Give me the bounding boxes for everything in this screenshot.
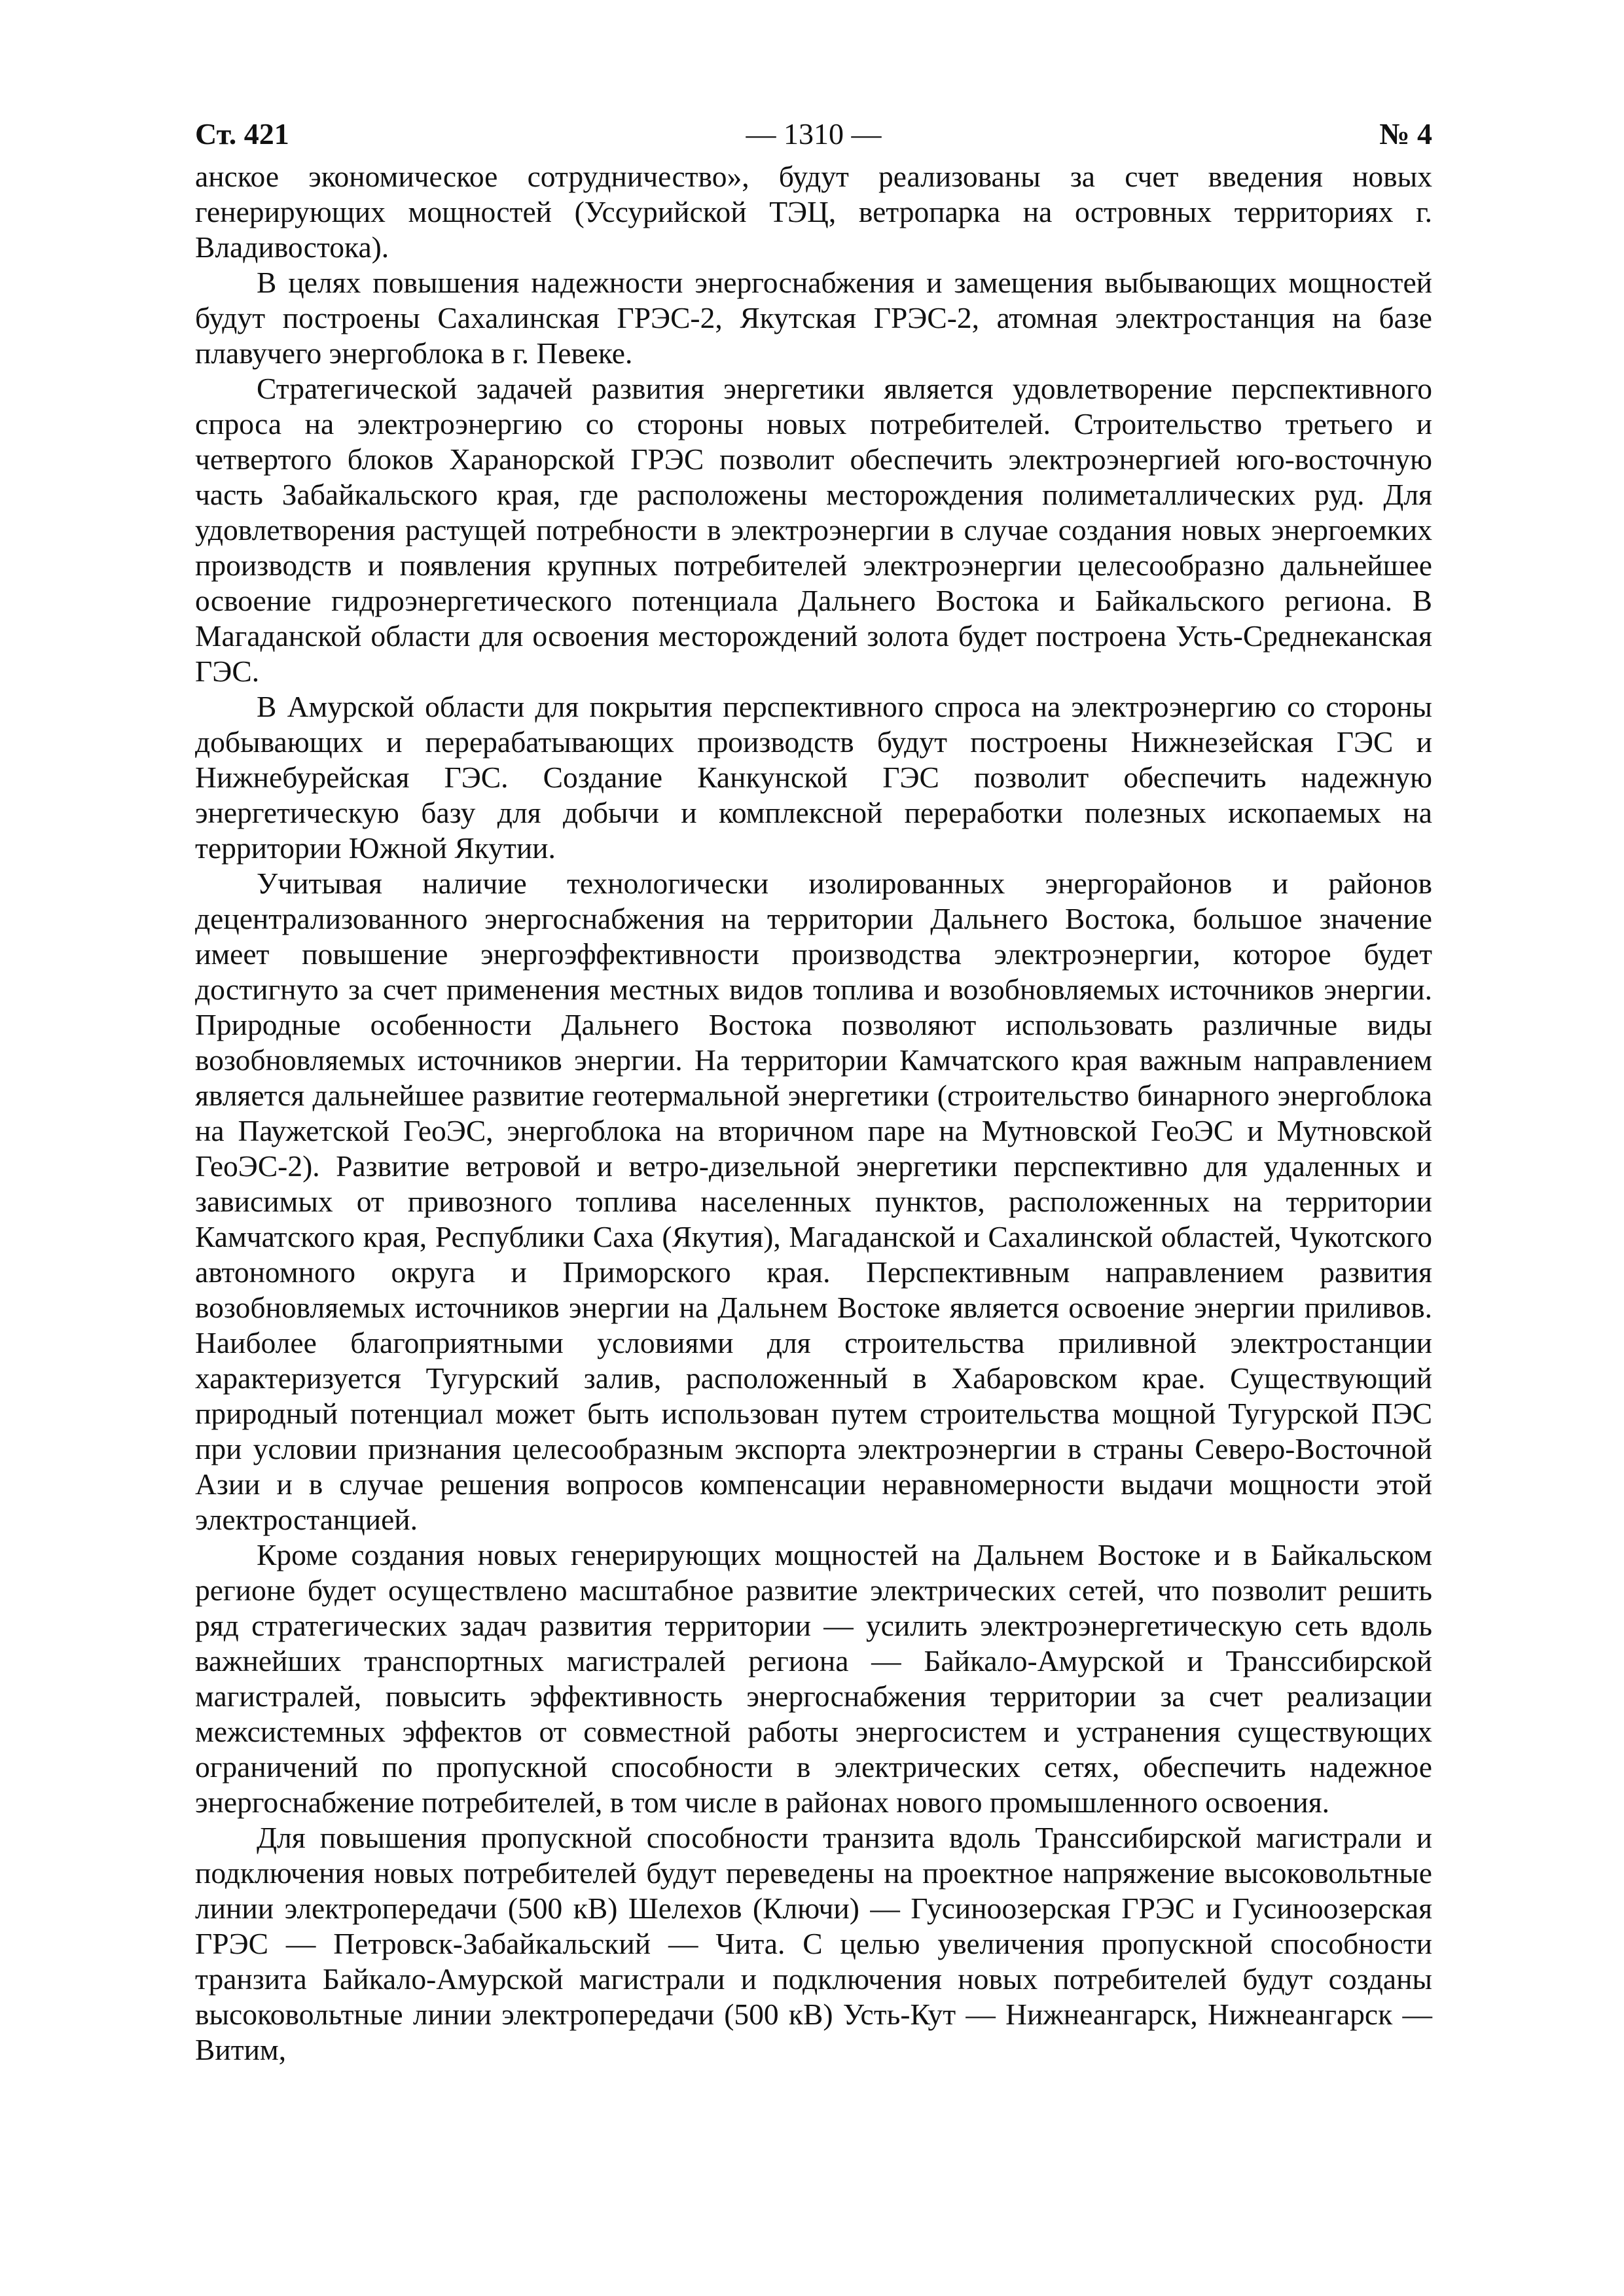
document-body (195, 159, 1432, 2068)
paragraph-continued: анское экономическое сотрудничество», будут реализованы за счет введения новых генерирующих мощностей (Уссурийской ТЭЦ, ветропарка на островных территориях г. Владивостока). (195, 160, 1432, 264)
paragraph: В Амурской области для покрытия перспективного спроса на электроэнергию со стороны добывающих и перерабатывающих производств будут построены Нижнезейская ГЭС и Нижнебурейская ГЭС. Создание Канкунской ГЭС позволит обеспечить надежную энергетическую базу для добычи и комплексной переработки полезных ископаемых на территории Южной Якутии. (195, 690, 1432, 865)
page-number: — 1310 — (746, 117, 882, 151)
paragraph: Кроме создания новых генерирующих мощностей на Дальнем Востоке и в Байкальском регионе будет осуществлено масштабное развитие электрических сетей, что позволит решить ряд стратегических задач развития территории — усилить электроэнергетическую сеть вдоль важнейших транспортных магистралей региона — Байкало-Амурской и Транссибирской магистралей, повысить эффективность энергоснабжения территории за счет реализации межсистемных эффектов от совместной работы энергосистем и устранения существующих ограничений по пропускной способности в электрических сетях, обеспечить надежное энергоснабжение потребителей, в том числе в районах нового промышленного освоения. (195, 1538, 1432, 1819)
issue-number: № 4 (1379, 117, 1432, 151)
article-number: Ст. 421 (195, 117, 289, 151)
page-header (195, 111, 1432, 157)
paragraph: Стратегической задачей развития энергетики является удовлетворение перспективного спроса на электроэнергию со стороны новых потребителей. Строительство третьего и четвертого блоков Харанорской ГРЭС позволит обеспечить электроэнергией юго-восточную часть Забайкальского края, где расположены месторождения полиметаллических руд. Для удовлетворения растущей потребности в электроэнергии в случае создания новых энергоемких производств и появления крупных потребителей электроэнергии целесообразно дальнейшее освоение гидроэнергетического потенциала Дальнего Востока и Байкальского региона. В Магаданской области для освоения месторождений золота будет построена Усть-Среднеканская ГЭС. (195, 372, 1432, 688)
paragraph: В целях повышения надежности энергоснабжения и замещения выбывающих мощностей будут построены Сахалинская ГРЭС-2, Якутская ГРЭС-2, атомная электростанция на базе плавучего энергоблока в г. Певеке. (195, 266, 1432, 370)
paragraph: Для повышения пропускной способности транзита вдоль Транссибирской магистрали и подключения новых потребителей будут переведены на проектное напряжение высоковольтные линии электропередачи (500 кВ) Шелехов (Ключи) — Гусиноозерская ГРЭС и Гусиноозерская ГРЭС — Петровск-Забайкальский — Чита. С целью увеличения пропускной способности транзита Байкало-Амурской магистрали и подключения новых потребителей будут созданы высоковольтные линии электропередачи (500 кВ) Усть-Кут — Нижнеангарск, Нижнеангарск — Витим, (195, 1821, 1432, 2066)
paragraph: Учитывая наличие технологически изолированных энергорайонов и районов децентрализованного энергоснабжения на территории Дальнего Востока, большое значение имеет повышение энергоэффективности производства электроэнергии, которое будет достигнуто за счет применения местных видов топлива и возобновляемых источников энергии. Природные особенности Дальнего Востока позволяют использовать различные виды возобновляемых источников энергии. На территории Камчатского края важным направлением является дальнейшее развитие геотермальной энергетики (строительство бинарного энергоблока на Паужетской ГеоЭС, энергоблока на вторичном паре на Мутновской ГеоЭС и Мутновской ГеоЭС-2). Развитие ветровой и ветро-дизельной энергетики перспективно для удаленных и зависимых от привозного топлива населенных пунктов, расположенных на территории Камчатского края, Республики Саха (Якутия), Магаданской и Сахалинской областей, Чукотского автономного округа и Приморского края. Перспективным направлением развития возобновляемых источников энергии на Дальнем Востоке является освоение энергии приливов. Наиболее благоприятными условиями для строительства приливной электростанции характеризуется Тугурский залив, расположенный в Хабаровском крае. Существующий природный потенциал может быть использован путем строительства мощной Тугурской ПЭС при условии признания целесообразным экспорта электроэнергии в страны Северо-Восточной Азии и в случае решения вопросов компенсации неравномерности выдачи мощности этой электростанцией. (195, 867, 1432, 1536)
document-page (195, 111, 1432, 2068)
